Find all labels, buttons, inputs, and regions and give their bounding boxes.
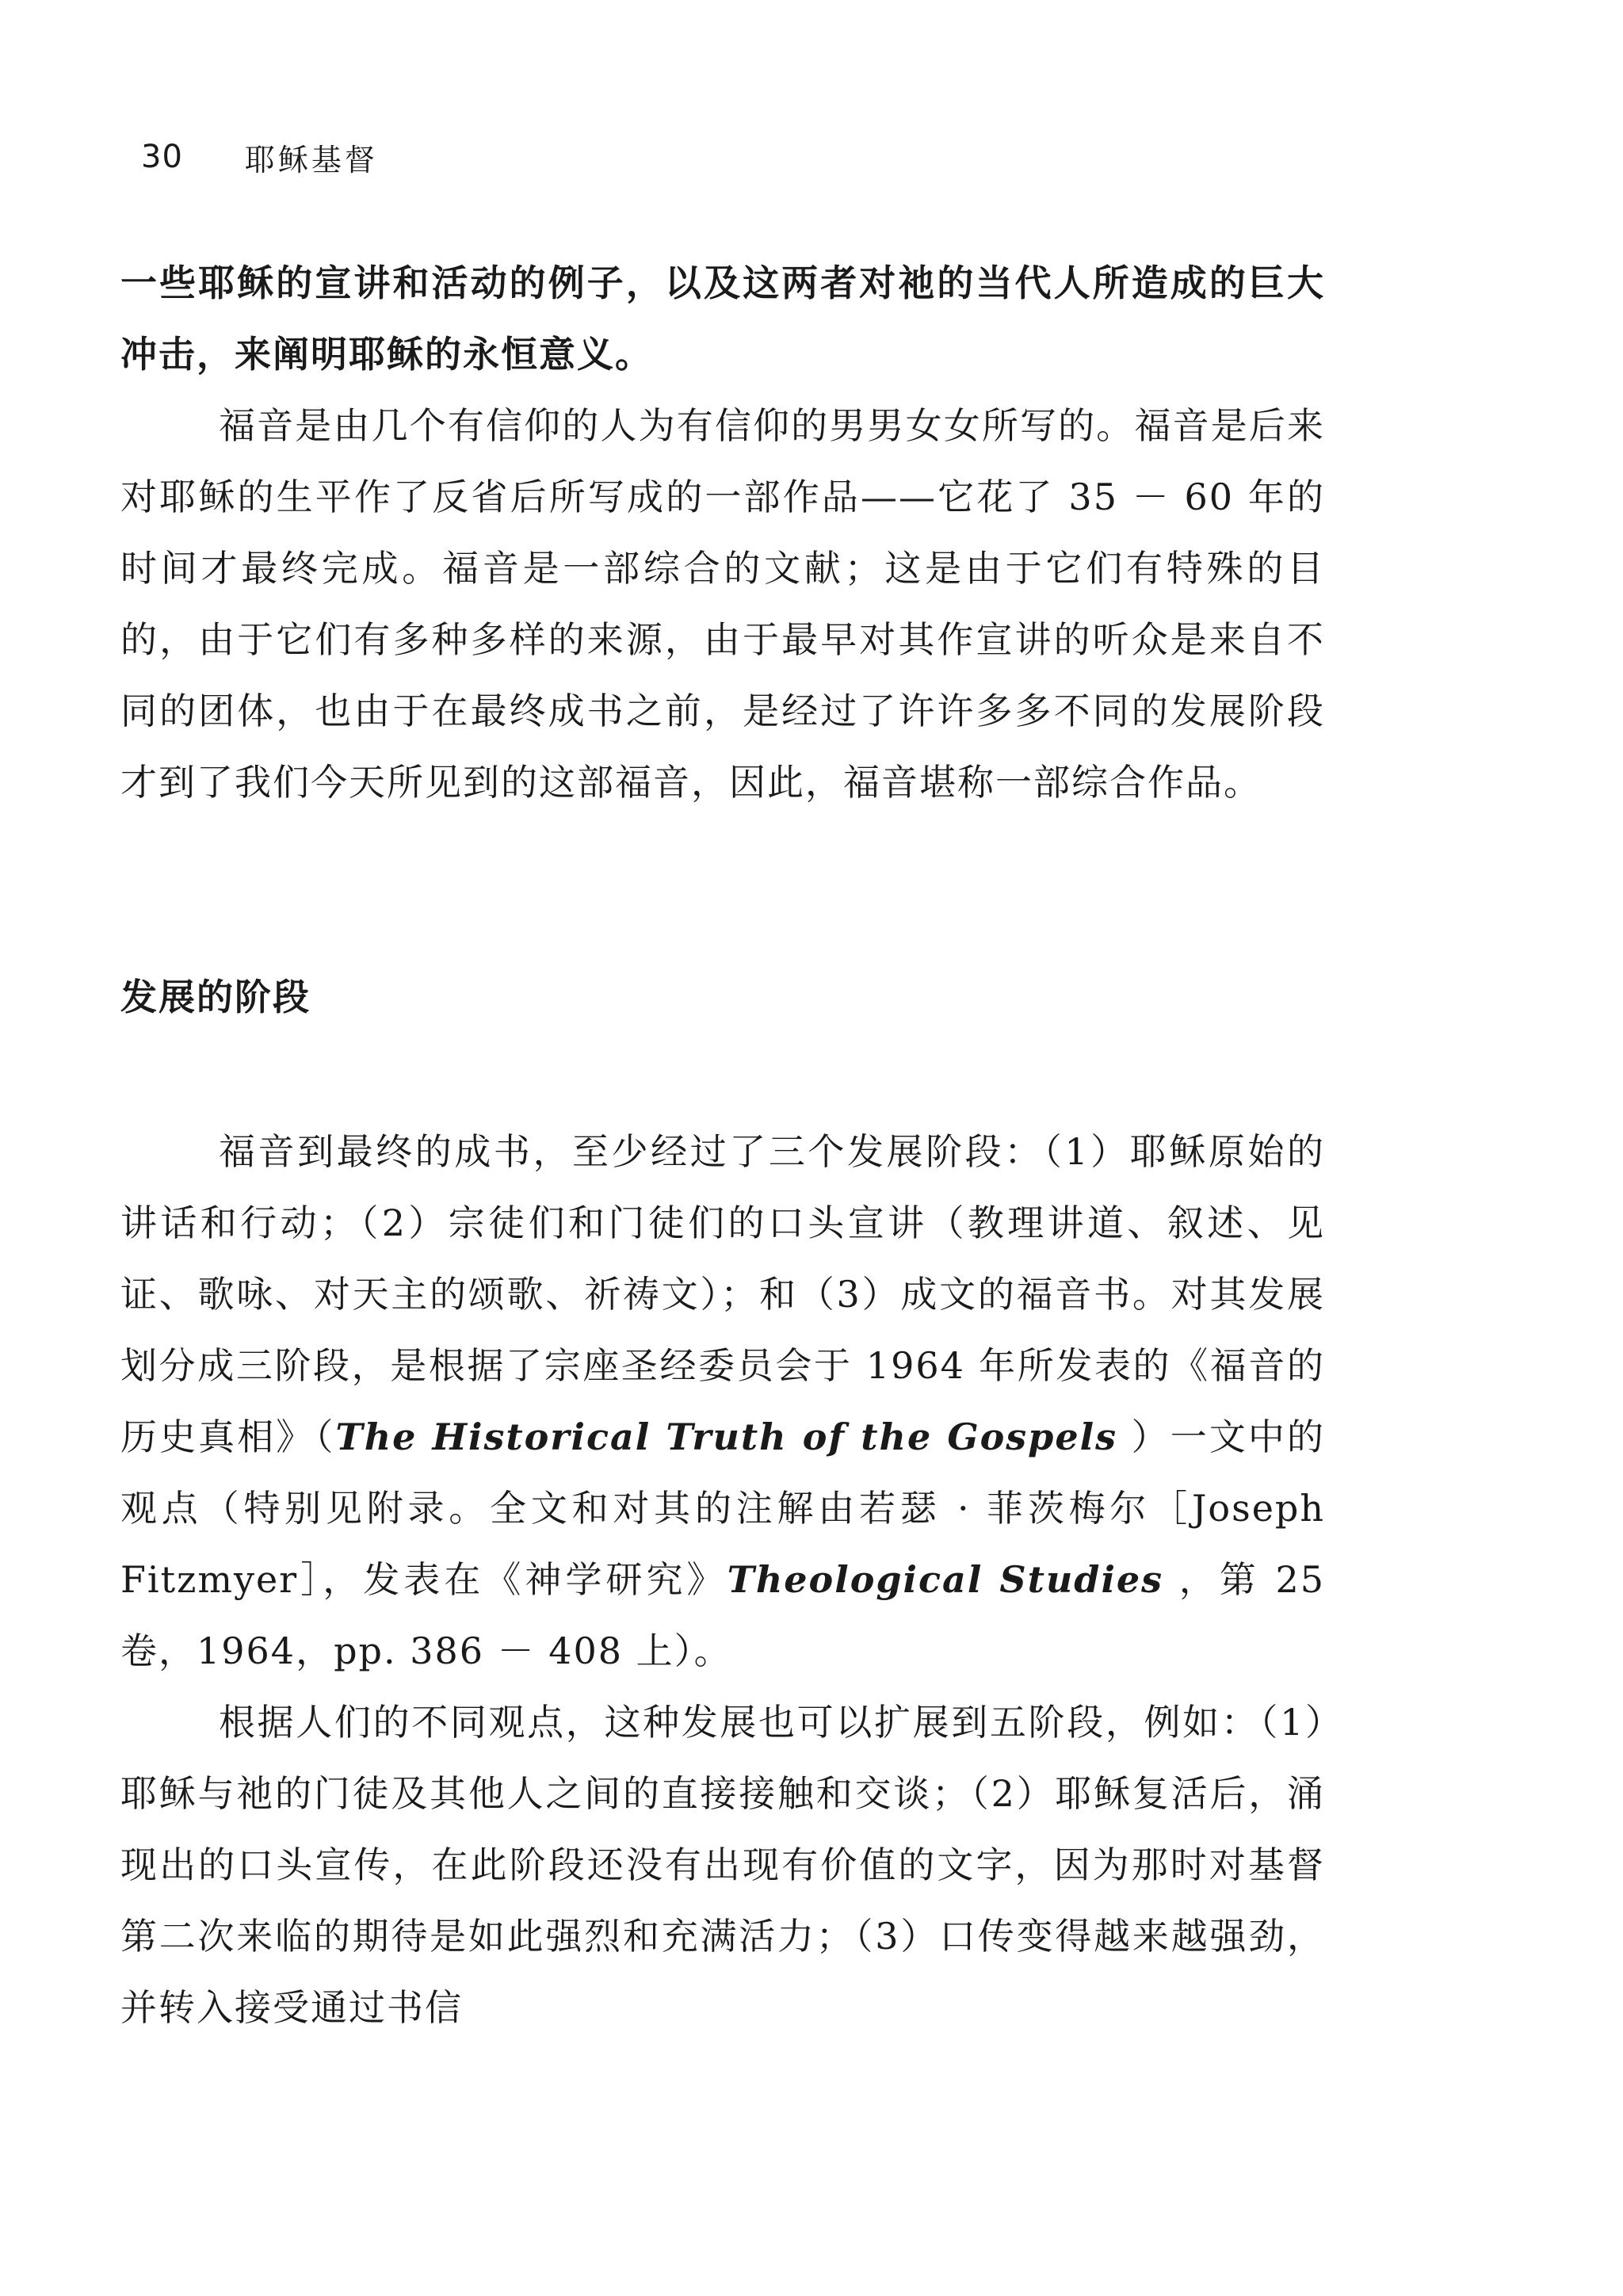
lower-text-block — [120, 1116, 1325, 2043]
page-number: 30 — [141, 139, 183, 175]
upper-text-block — [120, 247, 1325, 818]
stages-text-1: 福音到最终的成书，至少经过了三个发展阶段：（1）耶稣原始的讲话和行动；（2）宗徒们和门徒们的口头宣讲（教理讲道、叙述、见证、歌咏、对天主的颂歌、祈祷文）；和（3）成文的福音书。对其发展划分成三阶段，是根据了宗座圣经委员会于 1964 年所发表的《福音的历史真相》（ — [120, 1130, 1325, 1458]
intro-paragraph: 一些耶稣的宣讲和活动的例子，以及这两者对祂的当代人所造成的巨大冲击，来阐明耶稣的永恒意义。 — [120, 262, 1325, 376]
italic-title-theological-studies: Theological Studies — [727, 1558, 1164, 1601]
section-heading: 发展的阶段 — [120, 976, 311, 1018]
gospel-paragraph: 福音是由几个有信仰的人为有信仰的男男女女所写的。福音是后来对耶稣的生平作了反省后所写成的一部作品——它花了 35 － 60 年的时间才最终完成。福音是一部综合的文献；这是由于它们有特殊的目的，由于它们有多种多样的来源，由于最早对其作宣讲的听众是来自不同的团体，也由于在最终成书之前，是经过了许许多多不同的发展阶段才到了我们今天所见到的这部福音，因此，福音堪称一部综合作品。 — [120, 404, 1325, 804]
stages-text-3: ，第 25 卷，1964，pp. 386 － 408 上）。 — [120, 1558, 1326, 1672]
italic-title-historical-truth: The Historical Truth of the Gospels — [335, 1415, 1117, 1458]
stages-paragraph — [120, 1116, 1325, 1687]
five-stages-paragraph: 根据人们的不同观点，这种发展也可以扩展到五阶段，例如：（1）耶稣与祂的门徒及其他人之间的直接接触和交谈；（2）耶稣复活后，涌现出的口头宣传，在此阶段还没有出现有价值的文字，因为那时对基督第二次来临的期待是如此强烈和充满活力；（3）口传变得越来越强劲，并转入接受通过书信 — [120, 1701, 1325, 2029]
stages-text-2: ）一文中的观点（特别见附录。全文和对其的注解由若瑟 · 菲茨梅尔［Joseph Fitzmyer］，发表在《神学研究》 — [120, 1415, 1325, 1601]
book-title: 耶稣基督 — [244, 142, 378, 178]
running-head — [141, 133, 378, 181]
